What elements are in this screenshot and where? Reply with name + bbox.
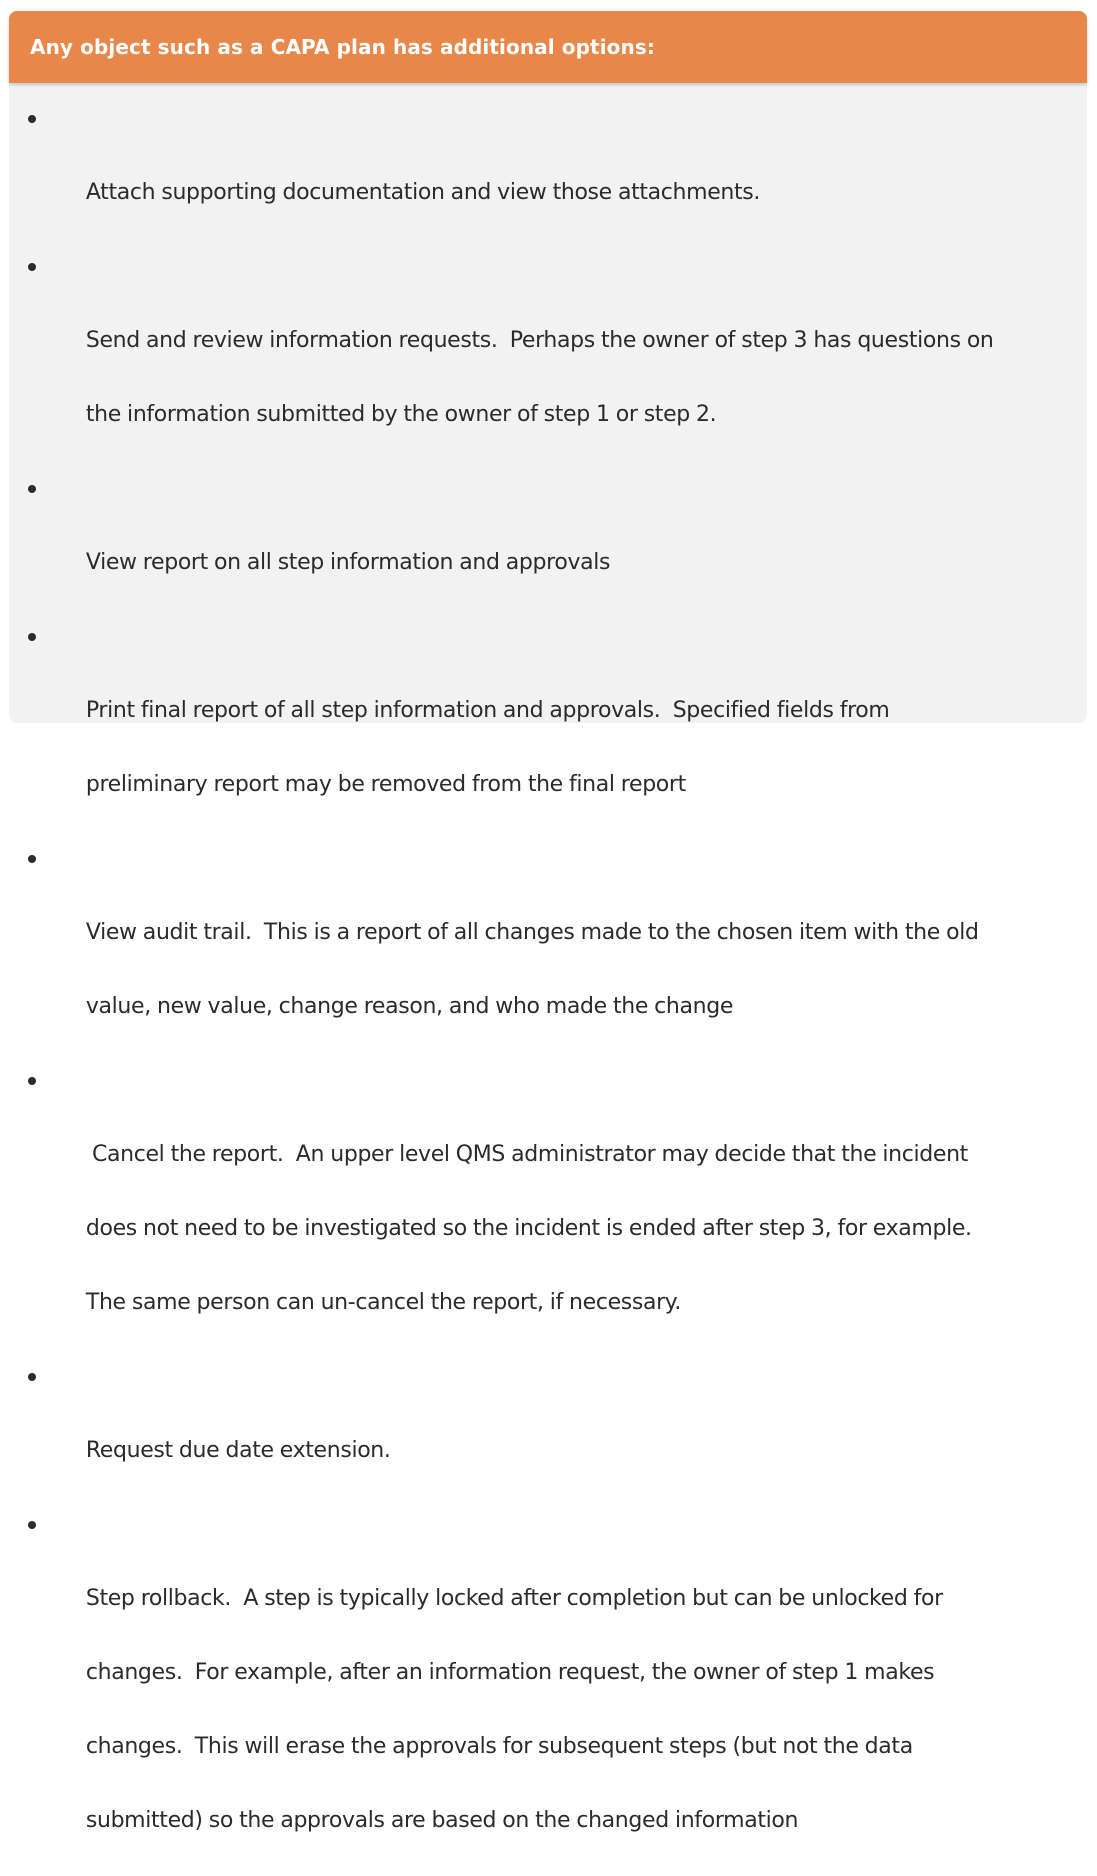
option-line: changes. This will erase the approvals for subsequent steps (but not the data — [85, 1734, 913, 1759]
option-line: Attach supporting documentation and view those attachments. — [85, 180, 761, 205]
bullet-icon — [28, 1077, 36, 1085]
option-item-step-rollback — [24, 1506, 1074, 1876]
option-item-due-date-extension — [24, 1358, 1074, 1506]
bullet-icon — [28, 115, 36, 123]
option-line: Cancel the report. An upper level QMS administrator may decide that the incident — [85, 1142, 968, 1167]
option-item-audit-trail — [24, 840, 1074, 1062]
option-line: Step rollback. A step is typically locked after completion but can be unlocked for — [85, 1586, 943, 1611]
option-item-view-report — [24, 470, 1074, 618]
option-line: Request due date extension. — [85, 1438, 391, 1463]
panel-header — [9, 11, 1087, 83]
bullet-icon — [28, 855, 36, 863]
bullet-icon — [28, 1521, 36, 1529]
bullet-icon — [28, 485, 36, 493]
option-line: View audit trail. This is a report of all changes made to the chosen item with the old — [85, 920, 979, 945]
option-line: value, new value, change reason, and who made the change — [85, 994, 734, 1019]
bullet-icon — [28, 263, 36, 271]
option-line: the information submitted by the owner of step 1 or step 2. — [85, 402, 717, 427]
option-item-print-report — [24, 618, 1074, 840]
option-line: does not need to be investigated so the incident is ended after step 3, for example. — [85, 1216, 972, 1241]
bullet-icon — [28, 1373, 36, 1381]
option-line: changes. For example, after an information request, the owner of step 1 makes — [85, 1660, 935, 1685]
options-panel — [9, 11, 1087, 1833]
option-line: View report on all step information and approvals — [85, 550, 611, 575]
panel-header-title: Any object such as a CAPA plan has additional options: — [30, 35, 655, 59]
option-line: submitted) so the approvals are based on the changed information — [85, 1808, 799, 1833]
options-list — [24, 100, 1074, 1876]
option-item-attach — [24, 100, 1074, 248]
option-item-cancel-report — [24, 1062, 1074, 1358]
option-line: Send and review information requests. Perhaps the owner of step 3 has questions on — [85, 328, 994, 353]
option-line: The same person can un-cancel the report, if necessary. — [85, 1290, 681, 1315]
option-line: Print final report of all step information and approvals. Specified fields from — [85, 698, 890, 723]
bullet-icon — [28, 633, 36, 641]
option-item-information-requests — [24, 248, 1074, 470]
option-line: preliminary report may be removed from the final report — [85, 772, 686, 797]
